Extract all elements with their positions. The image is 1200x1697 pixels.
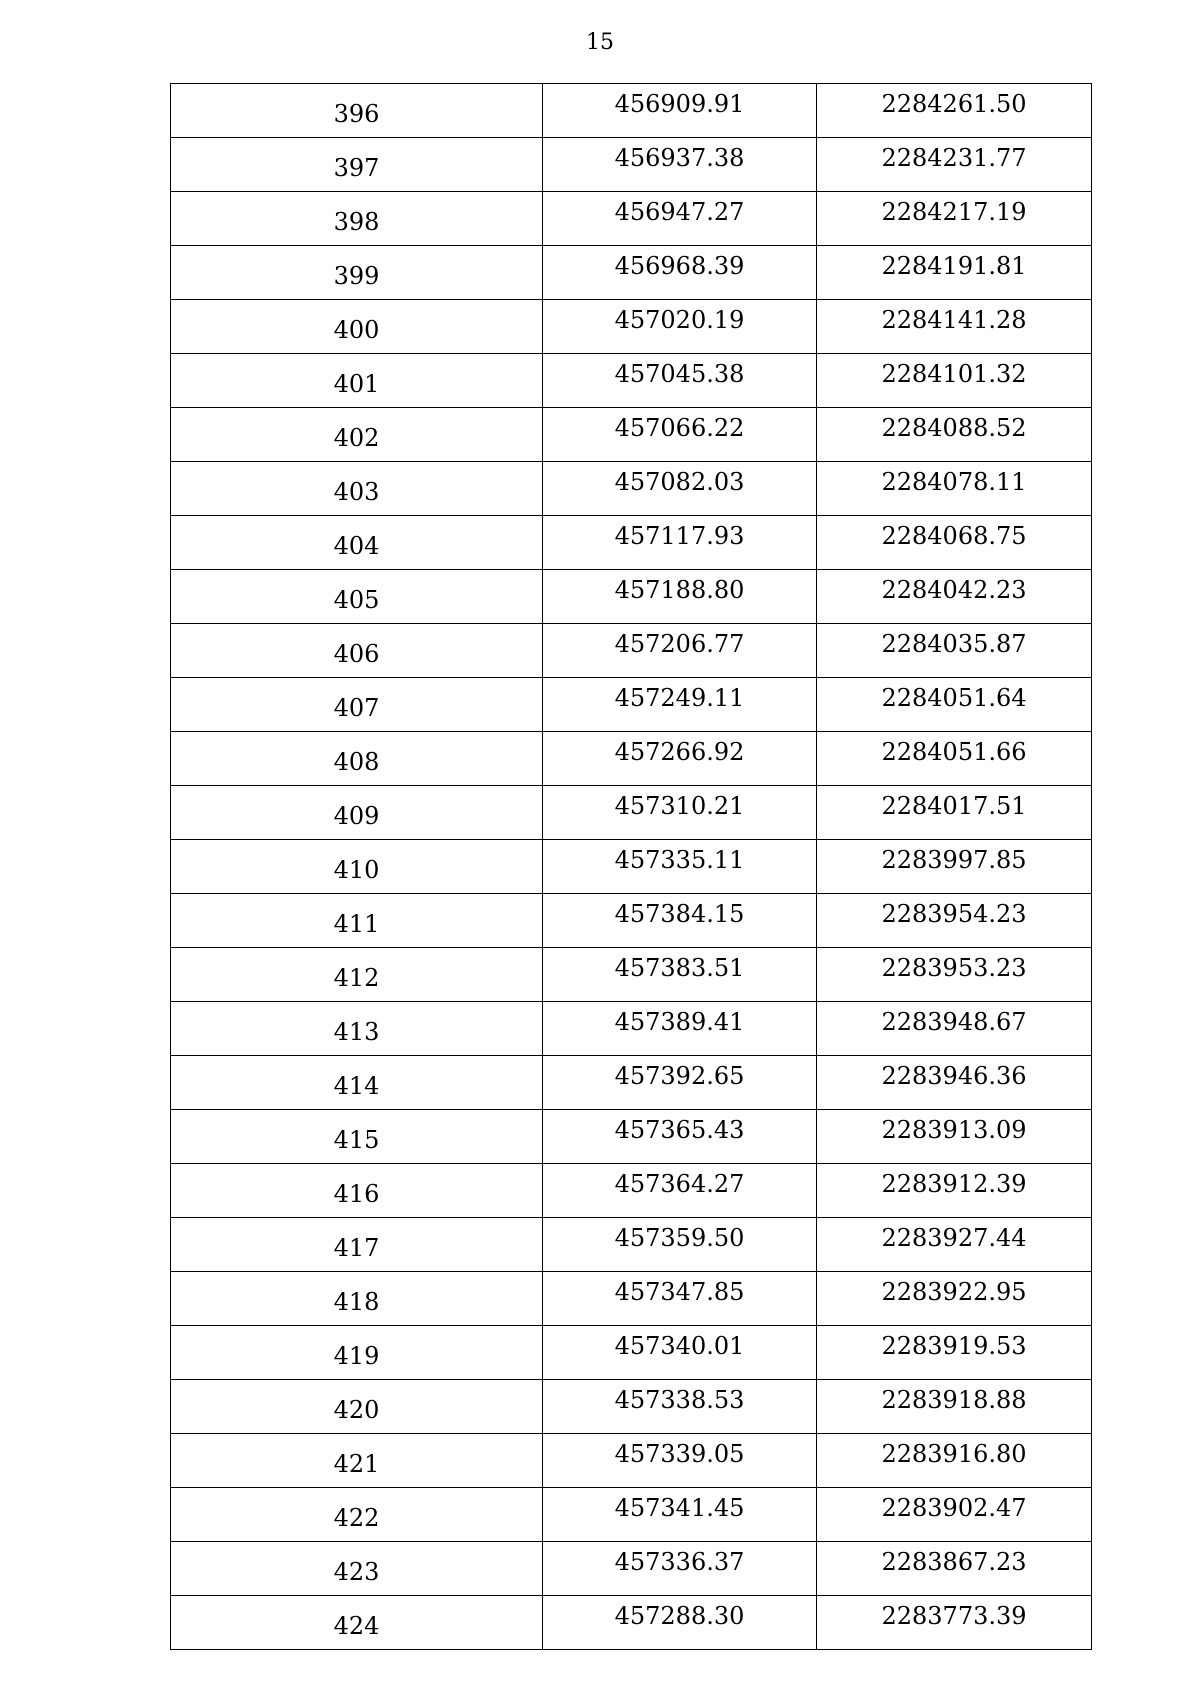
y-coordinate-cell: 2284068.75: [817, 516, 1092, 570]
table-row: [171, 246, 1092, 300]
y-coordinate-cell: 2284088.52: [817, 408, 1092, 462]
y-coordinate-cell: 2284217.19: [817, 192, 1092, 246]
point-number-cell: 415: [171, 1110, 543, 1164]
y-coordinate-cell: 2283867.23: [817, 1542, 1092, 1596]
table-row: [171, 354, 1092, 408]
table-row: [171, 516, 1092, 570]
x-coordinate-cell: 457340.01: [543, 1326, 817, 1380]
table-row: [171, 1380, 1092, 1434]
table-row: [171, 1596, 1092, 1650]
table-row: [171, 1326, 1092, 1380]
table-row: [171, 1110, 1092, 1164]
y-coordinate-cell: 2283902.47: [817, 1488, 1092, 1542]
point-number-cell: 400: [171, 300, 543, 354]
table-row: [171, 570, 1092, 624]
y-coordinate-cell: 2283919.53: [817, 1326, 1092, 1380]
point-number-cell: 403: [171, 462, 543, 516]
point-number-cell: 416: [171, 1164, 543, 1218]
x-coordinate-cell: 457188.80: [543, 570, 817, 624]
x-coordinate-cell: 457383.51: [543, 948, 817, 1002]
point-number-cell: 397: [171, 138, 543, 192]
x-coordinate-cell: 457341.45: [543, 1488, 817, 1542]
x-coordinate-cell: 457266.92: [543, 732, 817, 786]
point-number-cell: 413: [171, 1002, 543, 1056]
point-number-cell: 423: [171, 1542, 543, 1596]
x-coordinate-cell: 457206.77: [543, 624, 817, 678]
point-number-cell: 405: [171, 570, 543, 624]
point-number-cell: 404: [171, 516, 543, 570]
y-coordinate-cell: 2284101.32: [817, 354, 1092, 408]
x-coordinate-cell: 457288.30: [543, 1596, 817, 1650]
point-number-cell: 417: [171, 1218, 543, 1272]
x-coordinate-cell: 457365.43: [543, 1110, 817, 1164]
y-coordinate-cell: 2283997.85: [817, 840, 1092, 894]
x-coordinate-cell: 457339.05: [543, 1434, 817, 1488]
y-coordinate-cell: 2284051.64: [817, 678, 1092, 732]
x-coordinate-cell: 457384.15: [543, 894, 817, 948]
x-coordinate-cell: 457336.37: [543, 1542, 817, 1596]
y-coordinate-cell: 2283953.23: [817, 948, 1092, 1002]
page-number: 15: [586, 30, 614, 55]
x-coordinate-cell: 457310.21: [543, 786, 817, 840]
x-coordinate-cell: 457359.50: [543, 1218, 817, 1272]
table-row: [171, 462, 1092, 516]
y-coordinate-cell: 2284231.77: [817, 138, 1092, 192]
table-row: [171, 300, 1092, 354]
x-coordinate-cell: 457347.85: [543, 1272, 817, 1326]
table-row: [171, 408, 1092, 462]
point-number-cell: 419: [171, 1326, 543, 1380]
table-row: [171, 840, 1092, 894]
point-number-cell: 412: [171, 948, 543, 1002]
table-row: [171, 192, 1092, 246]
y-coordinate-cell: 2283948.67: [817, 1002, 1092, 1056]
table-row: [171, 624, 1092, 678]
x-coordinate-cell: 457117.93: [543, 516, 817, 570]
x-coordinate-cell: 457389.41: [543, 1002, 817, 1056]
point-number-cell: 420: [171, 1380, 543, 1434]
table-row: [171, 786, 1092, 840]
y-coordinate-cell: 2283927.44: [817, 1218, 1092, 1272]
y-coordinate-cell: 2283954.23: [817, 894, 1092, 948]
table-row: [171, 1488, 1092, 1542]
table-row: [171, 1218, 1092, 1272]
x-coordinate-cell: 456947.27: [543, 192, 817, 246]
y-coordinate-cell: 2283912.39: [817, 1164, 1092, 1218]
y-coordinate-cell: 2283773.39: [817, 1596, 1092, 1650]
y-coordinate-cell: 2283918.88: [817, 1380, 1092, 1434]
y-coordinate-cell: 2284017.51: [817, 786, 1092, 840]
x-coordinate-cell: 457392.65: [543, 1056, 817, 1110]
table-row: [171, 138, 1092, 192]
y-coordinate-cell: 2284042.23: [817, 570, 1092, 624]
table-row: [171, 678, 1092, 732]
table-row: [171, 732, 1092, 786]
y-coordinate-cell: 2284035.87: [817, 624, 1092, 678]
x-coordinate-cell: 457066.22: [543, 408, 817, 462]
point-number-cell: 409: [171, 786, 543, 840]
point-number-cell: 402: [171, 408, 543, 462]
y-coordinate-cell: 2283913.09: [817, 1110, 1092, 1164]
y-coordinate-cell: 2283922.95: [817, 1272, 1092, 1326]
table-row: [171, 1272, 1092, 1326]
x-coordinate-cell: 457364.27: [543, 1164, 817, 1218]
point-number-cell: 418: [171, 1272, 543, 1326]
coordinate-table: [170, 83, 1092, 1650]
point-number-cell: 401: [171, 354, 543, 408]
y-coordinate-cell: 2283916.80: [817, 1434, 1092, 1488]
point-number-cell: 410: [171, 840, 543, 894]
point-number-cell: 411: [171, 894, 543, 948]
table-row: [171, 894, 1092, 948]
y-coordinate-cell: 2284078.11: [817, 462, 1092, 516]
y-coordinate-cell: 2284051.66: [817, 732, 1092, 786]
table-row: [171, 1542, 1092, 1596]
table-row: [171, 1002, 1092, 1056]
coordinate-table-body: [171, 84, 1092, 1650]
y-coordinate-cell: 2284191.81: [817, 246, 1092, 300]
point-number-cell: 406: [171, 624, 543, 678]
y-coordinate-cell: 2284141.28: [817, 300, 1092, 354]
x-coordinate-cell: 457338.53: [543, 1380, 817, 1434]
point-number-cell: 414: [171, 1056, 543, 1110]
x-coordinate-cell: 457020.19: [543, 300, 817, 354]
point-number-cell: 399: [171, 246, 543, 300]
x-coordinate-cell: 456968.39: [543, 246, 817, 300]
table-row: [171, 948, 1092, 1002]
x-coordinate-cell: 457045.38: [543, 354, 817, 408]
point-number-cell: 398: [171, 192, 543, 246]
point-number-cell: 407: [171, 678, 543, 732]
y-coordinate-cell: 2284261.50: [817, 84, 1092, 138]
x-coordinate-cell: 456909.91: [543, 84, 817, 138]
x-coordinate-cell: 456937.38: [543, 138, 817, 192]
table-row: [171, 1164, 1092, 1218]
point-number-cell: 424: [171, 1596, 543, 1650]
point-number-cell: 408: [171, 732, 543, 786]
point-number-cell: 422: [171, 1488, 543, 1542]
table-row: [171, 1434, 1092, 1488]
point-number-cell: 421: [171, 1434, 543, 1488]
point-number-cell: 396: [171, 84, 543, 138]
x-coordinate-cell: 457249.11: [543, 678, 817, 732]
x-coordinate-cell: 457082.03: [543, 462, 817, 516]
table-row: [171, 1056, 1092, 1110]
y-coordinate-cell: 2283946.36: [817, 1056, 1092, 1110]
x-coordinate-cell: 457335.11: [543, 840, 817, 894]
table-row: [171, 84, 1092, 138]
